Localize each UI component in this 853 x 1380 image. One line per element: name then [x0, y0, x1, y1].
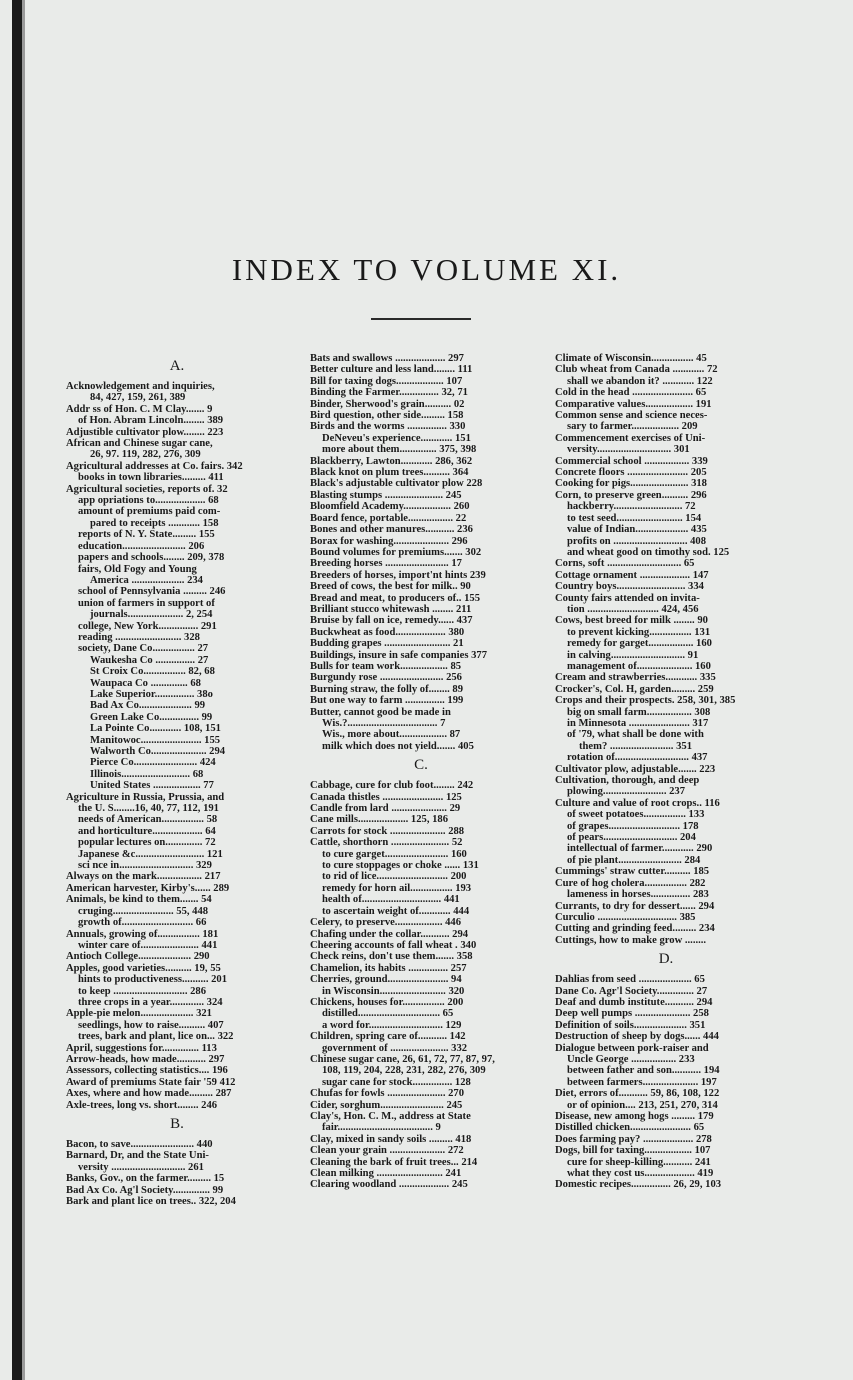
index-entry: journals..................... 2, 254 — [90, 609, 213, 621]
index-entry: Waupaca Co .............. 68 — [90, 677, 201, 689]
index-entry: Breeders of horses, import'nt hints 239 — [310, 569, 486, 581]
index-entry: Cure of hog cholera................ 282 — [555, 877, 706, 889]
index-entry: Manitowoc....................... 155 — [90, 734, 221, 746]
index-entry: Concrete floors ....................... 205 — [555, 467, 707, 479]
index-entry: Burgundy rose ........................ 256 — [310, 672, 462, 684]
index-entry: Cuttings, how to make grow ........ — [555, 934, 707, 946]
index-entry: intellectual of farmer............ 290 — [567, 843, 713, 855]
index-entry: Agricultural addresses at Co. fairs. 342 — [66, 460, 243, 472]
index-entry: college, New York............... 291 — [78, 620, 217, 632]
index-entry: Cutting and grinding feed......... 234 — [555, 923, 715, 935]
index-entry: union of farmers in support of — [78, 597, 215, 609]
index-entry: Blasting stumps ...................... 245 — [310, 489, 462, 501]
index-entry: Children, spring care of........... 142 — [310, 1031, 466, 1043]
index-entry: Animals, be kind to them....... 54 — [66, 894, 212, 906]
index-entry: Corns, soft ............................ 65 — [555, 558, 695, 570]
index-entry: Illinois.......................... 68 — [90, 768, 204, 780]
index-entry: St Croix Co................ 82, 68 — [90, 666, 215, 678]
index-entry: Assessors, collecting statistics.... 196 — [66, 1065, 228, 1077]
index-entry: Green Lake Co............... 99 — [90, 711, 213, 723]
index-entry: Dogs, bill for taxing.................. 107 — [555, 1145, 711, 1157]
index-entry: Curculio .............................. 385 — [555, 911, 696, 923]
index-entry: Cultivator plow, adjustable....... 223 — [555, 763, 716, 775]
index-entry: Butter, cannot good be made in — [310, 706, 451, 718]
index-entry: Disease, new among hogs ......... 179 — [555, 1111, 714, 1122]
index-column-2 — [310, 353, 532, 1191]
index-entry: Commercial school ................. 339 — [555, 455, 708, 467]
index-entry: Breeding horses ........................ 17 — [310, 558, 462, 570]
index-entry: Budding grapes ......................... 21 — [310, 638, 464, 650]
index-entry: popular lectures on.............. 72 — [78, 837, 216, 849]
index-entry: Cheering accounts of fall wheat . 340 — [310, 939, 477, 951]
index-entry: Buckwheat as food................... 380 — [310, 626, 465, 638]
index-entry: cruging....................... 55, 448 — [78, 905, 209, 917]
index-entry: Black's adjustable cultivator plow 228 — [310, 478, 483, 490]
index-entry: Clay, mixed in sandy soils ......... 418 — [310, 1133, 472, 1145]
index-entry: of grapes........................... 178 — [567, 820, 699, 832]
index-entry: hints to productiveness.......... 201 — [78, 974, 228, 986]
index-entry: hackberry.......................... 72 — [567, 501, 696, 513]
index-entry: Deep well pumps ..................... 258 — [555, 1008, 709, 1020]
index-entry: of Hon. Abram Lincoln........ 389 — [78, 415, 224, 427]
index-entry: versity............................ 301 — [567, 444, 690, 456]
index-entry: education........................ 206 — [78, 540, 205, 552]
index-entry: sary to farmer.................. 209 — [567, 421, 698, 433]
index-entry: Bacon, to save........................ 440 — [66, 1139, 213, 1150]
index-entry: seedlings, how to raise.......... 407 — [78, 1019, 224, 1031]
index-entry: tion ........................... 424, 456 — [567, 603, 699, 615]
index-entry: winter care of...................... 441 — [78, 939, 218, 951]
index-entry: Binding the Farmer............... 32, 71 — [310, 387, 468, 399]
index-entry: milk which does not yield....... 405 — [322, 740, 474, 752]
index-entry: Apple-pie melon.................... 321 — [66, 1008, 212, 1020]
index-entry: a word for............................ 129 — [322, 1019, 462, 1031]
index-entry: Antioch College.................... 290 — [66, 951, 210, 963]
index-entry: La Pointe Co............ 108, 151 — [90, 723, 221, 735]
index-entry: Arrow-heads, how made........... 297 — [66, 1053, 225, 1065]
index-entry: Cows, best breed for milk ........ 90 — [555, 615, 708, 627]
index-entry: But one way to farm ............... 199 — [310, 695, 464, 707]
index-entry: Binder, Sherwood's grain.......... 02 — [310, 398, 465, 410]
index-entry: Brilliant stucco whitewash ........ 211 — [310, 603, 472, 615]
index-entry: Blackberry, Lawton............ 286, 362 — [310, 455, 473, 467]
index-entry: Bones and other manures........... 236 — [310, 524, 473, 536]
index-entry: 108, 119, 204, 228, 231, 282, 276, 309 — [322, 1065, 486, 1077]
index-entry: Candle from lard ..................... 29 — [310, 803, 461, 815]
index-entry: big on small farm................. 308 — [567, 706, 711, 718]
index-entry: Domestic recipes............... 26, 29, 103 — [555, 1179, 722, 1191]
index-entry: Chamelion, its habits ............... 257 — [310, 962, 467, 974]
index-entry: to cure garget........................ 160 — [322, 848, 467, 860]
index-entry: Destruction of sheep by dogs...... 444 — [555, 1031, 719, 1043]
index-entry: Clean milking ......................... 241 — [310, 1168, 462, 1180]
index-entry: Clearing woodland ................... 245 — [310, 1179, 468, 1191]
index-entry: of pears............................ 204 — [567, 832, 696, 844]
index-entry: American harvester, Kirby's...... 289 — [66, 882, 230, 894]
index-entry: remedy for garget................. 160 — [567, 638, 712, 650]
index-entry: Cooking for pigs...................... 318 — [555, 478, 707, 490]
index-entry: distilled............................... 65 — [322, 1008, 454, 1020]
index-entry: 26, 97. 119, 282, 276, 309 — [90, 449, 201, 461]
index-entry: plowing........................ 237 — [567, 786, 686, 798]
index-entry: Cattle, shorthorn ...................... 52 — [310, 837, 463, 849]
index-entry: lameness in horses............... 283 — [567, 889, 709, 901]
index-entry: school of Pennsylvania ......... 246 — [78, 586, 226, 598]
index-entry: Bruise by fall on ice, remedy...... 437 — [310, 615, 473, 627]
index-entry: Breed of cows, the best for milk.. 90 — [310, 581, 471, 593]
index-entry: Better culture and less land........ 111 — [310, 364, 473, 376]
index-entry: Country boys.......................... 334 — [555, 581, 704, 593]
index-entry: reports of N. Y. State......... 155 — [78, 529, 215, 541]
section-heading: D. — [658, 951, 674, 968]
index-entry: Dahlias from seed .................... 65 — [555, 974, 705, 986]
index-entry: in calving............................ 91 — [567, 649, 699, 661]
index-entry: to ascertain weight of............ 444 — [322, 905, 470, 917]
index-entry: Board fence, portable................. 22 — [310, 512, 467, 524]
index-entry: remedy for horn ail................ 193 — [322, 882, 472, 894]
index-entry: profits on ............................ 408 — [567, 535, 707, 547]
index-entry: DeNeveu's experience............ 151 — [322, 432, 471, 444]
index-entry: Banks, Gov., on the farmer......... 15 — [66, 1173, 225, 1185]
index-entry: reading ......................... 328 — [78, 631, 200, 643]
index-entry: Cabbage, cure for club foot........ 242 — [310, 780, 474, 792]
index-entry: Dane Co. Agr'l Society.............. 27 — [555, 985, 708, 997]
index-entry: books in town libraries......... 411 — [78, 472, 224, 484]
index-entry: to cure stoppages or choke ...... 131 — [322, 860, 479, 872]
index-entry: and horticulture................... 64 — [78, 825, 216, 837]
index-entry: to rid of lice........................... 200 — [322, 871, 467, 883]
index-entry: fairs, Old Fogy and Young — [78, 563, 197, 575]
index-entry: Barnard, Dr, and the State Uni- — [66, 1150, 209, 1162]
index-entry: of '79, what shall be done with — [567, 729, 704, 741]
index-entry: African and Chinese sugar cane, — [66, 438, 213, 450]
index-entry: Always on the mark................. 217 — [66, 871, 221, 883]
index-entry: Clean your grain ..................... 272 — [310, 1145, 464, 1157]
index-entry: Cleaning the bark of fruit trees... 214 — [310, 1156, 478, 1168]
index-entry: Carrots for stock ..................... 288 — [310, 825, 465, 837]
index-entry: cure for sheep-killing........... 241 — [567, 1156, 711, 1168]
title-rule — [371, 318, 471, 320]
index-entry: more about them.............. 375, 398 — [322, 444, 477, 456]
index-entry: Black knot on plum trees.......... 364 — [310, 467, 469, 479]
section-heading: A. — [169, 358, 185, 374]
index-entry: Dialogue between pork-raiser and — [555, 1042, 709, 1054]
index-entry: Borax for washing..................... 296 — [310, 535, 468, 547]
book-spine-edge — [22, 0, 25, 1380]
index-entry: United States .................. 77 — [90, 780, 214, 792]
index-entry: between father and son........... 194 — [567, 1065, 720, 1077]
index-entry: of pie plant........................ 284 — [567, 854, 701, 866]
index-entry: Bird question, other side......... 158 — [310, 410, 464, 422]
index-entry: management of..................... 160 — [567, 660, 711, 672]
index-column-3 — [555, 353, 777, 1191]
index-entry: to test seed......................... 154 — [567, 512, 702, 524]
index-entry: Chickens, houses for................ 200 — [310, 996, 464, 1008]
index-entry: Cane mills................... 125, 186 — [310, 814, 449, 826]
index-entry: Currants, to dry for dessert...... 294 — [555, 900, 715, 912]
index-entry: to keep ............................ 286 — [78, 985, 207, 997]
index-entry: Bark and plant lice on trees.. 322, 204 — [66, 1196, 236, 1208]
index-entry: Bound volumes for premiums....... 302 — [310, 546, 482, 558]
index-entry: Wis., more about.................. 87 — [322, 729, 461, 741]
index-entry: and wheat good on timothy sod. 125 — [567, 546, 730, 558]
index-entry: Chafing under the collar........... 294 — [310, 928, 469, 940]
index-entry: Culture and value of root crops.. 116 — [555, 797, 720, 809]
index-entry: to prevent kicking................ 131 — [567, 626, 711, 638]
index-entry: growth of........................... 66 — [78, 917, 207, 929]
index-entry: Bad Ax Co.................... 99 — [90, 700, 206, 712]
index-entry: Common sense and science neces- — [555, 410, 708, 422]
index-entry: Definition of soils.................... 351 — [555, 1019, 706, 1031]
index-entry: three crops in a year............. 324 — [78, 996, 223, 1008]
index-entry: Cummings' straw cutter.......... 185 — [555, 866, 710, 878]
index-entry: Burning straw, the folly of........ 89 — [310, 683, 464, 695]
index-entry: value of Indian.................... 435 — [567, 524, 707, 536]
index-entry: America .................... 234 — [90, 574, 203, 586]
index-entry: what they cost us................... 419 — [567, 1168, 714, 1180]
section-heading: B. — [170, 1116, 184, 1132]
index-entry: Adjustible cultivator plow........ 223 — [66, 426, 224, 438]
index-entry: of sweet potatoes................ 133 — [567, 809, 705, 821]
index-entry: pared to receipts ............ 158 — [90, 517, 219, 529]
index-entry: sci nce in............................ 329 — [78, 860, 212, 872]
index-entry: Bulls for team work.................. 85 — [310, 660, 462, 672]
index-entry: April, suggestions for.............. 113 — [66, 1042, 217, 1054]
index-entry: Celery, to preserve.................. 446 — [310, 917, 462, 929]
index-entry: health of.............................. 441 — [322, 894, 460, 906]
index-entry: Chinese sugar cane, 26, 61, 72, 77, 87, 97, — [310, 1053, 495, 1065]
index-entry: the U. S........16, 40, 77, 112, 191 — [78, 803, 219, 815]
page-title: INDEX TO VOLUME XI. — [231, 252, 622, 287]
index-entry: Bill for taxing dogs.................. 107 — [310, 375, 463, 387]
index-entry: them? ........................ 351 — [579, 740, 692, 752]
index-entry: society, Dane Co................ 27 — [78, 643, 209, 655]
index-entry: Walworth Co..................... 294 — [90, 746, 226, 757]
index-entry: shall we abandon it? ............ 122 — [567, 375, 713, 387]
index-entry: Pierce Co........................ 424 — [90, 757, 216, 769]
section-heading: C. — [414, 757, 428, 774]
book-spine-shadow — [12, 0, 22, 1380]
index-entry: versity ............................ 261 — [78, 1161, 204, 1173]
index-entry: Bats and swallows ................... 297 — [310, 353, 464, 364]
index-entry: Agriculture in Russia, Prussia, and — [66, 791, 225, 803]
index-entry: or of opinion.... 213, 251, 270, 314 — [567, 1099, 718, 1111]
index-entry: Cream and strawberries............ 335 — [555, 672, 716, 684]
index-entry: Waukesha Co ............... 27 — [90, 654, 209, 666]
index-entry: 84, 427, 159, 261, 389 — [90, 392, 186, 404]
index-entry: Crocker's, Col. H, garden......... 259 — [555, 683, 714, 695]
index-entry: sugar cane for stock............... 128 — [322, 1076, 471, 1088]
index-entry: Bread and meat, to producers of.. 155 — [310, 592, 480, 604]
index-column-1 — [66, 353, 288, 1207]
index-entry: Axes, where and how made......... 287 — [66, 1088, 232, 1100]
index-entry: Japanese &c.......................... 121 — [78, 848, 223, 860]
index-entry: Lake Superior............... 38o — [90, 688, 213, 700]
index-entry: Club wheat from Canada ............ 72 — [555, 364, 718, 376]
index-entry: trees, bark and plant, lice on... 322 — [78, 1031, 234, 1043]
index-entry: Diet, errors of........... 59, 86, 108, 122 — [555, 1088, 720, 1100]
index-entry: Addr ss of Hon. C. M Clay....... 9 — [66, 403, 213, 415]
index-entry: Annuals, growing of................ 181 — [66, 928, 219, 940]
index-entry: Crops and their prospects. 258, 301, 385 — [555, 695, 736, 707]
index-entry: Agricultural societies, reports of. 32 — [66, 483, 228, 495]
index-entry: rotation of............................ 437 — [567, 752, 708, 764]
index-entry: Cold in the head ....................... 65 — [555, 387, 707, 399]
index-entry: government of ...................... 332 — [322, 1042, 468, 1054]
index-entry: in Wisconsin......................... 320 — [322, 985, 465, 997]
index-entry: between farmers..................... 197 — [567, 1076, 717, 1088]
index-entry: Cultivation, thorough, and deep — [555, 775, 700, 787]
index-entry: app opriations to................... 68 — [78, 495, 219, 507]
index-entry: Climate of Wisconsin................ 45 — [555, 353, 707, 364]
index-entry: fair.................................... 9 — [322, 1122, 441, 1134]
index-entry: Cottage ornament ................... 147 — [555, 569, 709, 581]
index-entry: Birds and the worms ............... 330 — [310, 421, 466, 433]
index-entry: Comparative values.................. 191 — [555, 398, 712, 410]
index-entry: Chufas for fowls ...................... 270 — [310, 1088, 465, 1100]
index-entry: Check reins, don't use them....... 358 — [310, 951, 473, 963]
index-entry: Cherries, ground....................... 94 — [310, 974, 462, 986]
index-entry: Canada thistles ....................... 125 — [310, 791, 462, 803]
index-entry: Acknowledgement and inquiries, — [66, 381, 215, 392]
index-entry: needs of American................ 58 — [78, 814, 218, 826]
index-entry: in Minnesota ....................... 317 — [567, 718, 709, 729]
index-entry: Does farming pay? ................... 278 — [555, 1133, 712, 1145]
index-entry: amount of premiums paid com- — [78, 506, 221, 518]
index-entry: Corn, to preserve green.......... 296 — [555, 489, 707, 501]
index-entry: Award of premiums State fair '59 412 — [66, 1076, 236, 1088]
index-entry: Axle-trees, long vs. short........ 246 — [66, 1099, 218, 1111]
index-entry: Deaf and dumb institute........... 294 — [555, 996, 713, 1008]
index-entry: Wis.?.................................. 7 — [322, 718, 446, 729]
index-entry: papers and schools........ 209, 378 — [78, 552, 225, 564]
index-entry: Commencement exercises of Uni- — [555, 432, 706, 444]
index-entry: Buildings, insure in safe companies 377 — [310, 649, 487, 661]
index-entry: Apples, good varieties.......... 19, 55 — [66, 962, 221, 974]
index-entry: Cider, sorghum........................ 245 — [310, 1099, 463, 1111]
index-entry: Bloomfield Academy.................. 260 — [310, 501, 470, 513]
index-entry: Distilled chicken....................... 65 — [555, 1122, 705, 1134]
index-entry: County fairs attended on invita- — [555, 592, 700, 604]
index-entry: Bad Ax Co. Ag'l Society.............. 99 — [66, 1184, 224, 1196]
index-entry: Uncle George ................. 233 — [567, 1053, 695, 1065]
index-entry: Clay's, Hon. C. M., address at State — [310, 1111, 471, 1122]
